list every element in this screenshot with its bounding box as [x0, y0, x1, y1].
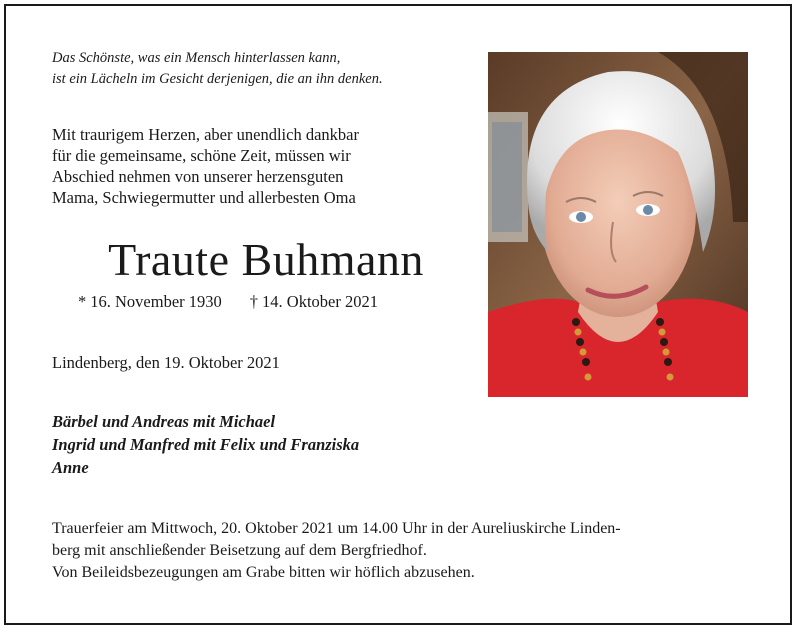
family-line-1: Bärbel und Andreas mit Michael — [52, 412, 276, 431]
motto-line-1: Das Schönste, was ein Mensch hinterlassen kann, — [52, 50, 341, 66]
birth-date: 16. November 1930 — [90, 292, 222, 311]
birth-symbol: * — [78, 292, 87, 311]
life-dates — [78, 292, 378, 312]
notice-line-2: berg mit anschließender Beisetzung auf dem Bergfriedhof. — [52, 542, 427, 559]
funeral-notice — [52, 518, 752, 584]
deceased-name: Traute Buhmann — [108, 234, 424, 285]
intro-line-3: Abschied nehmen von unserer herzensguten — [52, 167, 344, 186]
family-line-3: Anne — [52, 458, 89, 477]
intro-line-1: Mit traurigem Herzen, aber unendlich dankbar — [52, 125, 359, 144]
notice-line-1: Trauerfeier am Mittwoch, 20. Oktober 2021 um 14.00 Uhr in der Aureliuskirche Linden- — [52, 520, 621, 537]
motto-quote — [52, 48, 472, 90]
family-list — [52, 410, 359, 479]
motto-line-2: ist ein Lächeln im Gesicht derjenigen, die an ihn denken. — [52, 71, 383, 87]
intro-line-2: für die gemeinsame, schöne Zeit, müssen wir — [52, 146, 351, 165]
portrait-photo — [488, 52, 748, 397]
notice-line-3: Von Beileidsbezeugungen am Grabe bitten wir höflich abzusehen. — [52, 564, 475, 581]
intro-text — [52, 124, 472, 208]
family-line-2: Ingrid und Manfred mit Felix und Franziska — [52, 435, 360, 454]
place-and-date: Lindenberg, den 19. Oktober 2021 — [52, 353, 280, 372]
intro-line-4: Mama, Schwiegermutter und allerbesten Oma — [52, 188, 356, 207]
death-date: 14. Oktober 2021 — [262, 292, 378, 311]
death-symbol: † — [249, 292, 259, 311]
